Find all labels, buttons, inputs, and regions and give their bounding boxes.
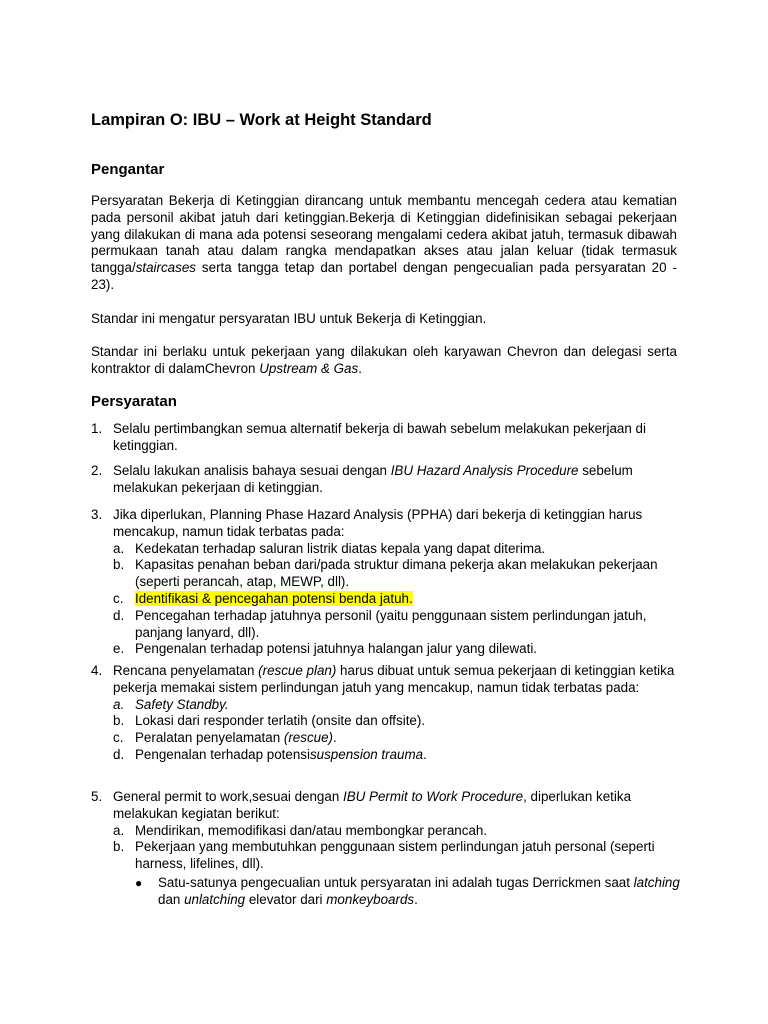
- document-title: Lampiran O: IBU – Work at Height Standard: [91, 111, 432, 129]
- bullet-item: [135, 875, 691, 909]
- highlighted-text: Identifikasi & pencegahan potensi benda jatuh.: [135, 590, 413, 606]
- sub-item-d: d. Pengenalan terhadap potensisuspension trauma.: [113, 746, 427, 762]
- sub-item-d: d. Pencegahan terhadap jatuhnya personil (yaitu penggunaan sistem perlindungan jatuh, panjang lanyard, dll).: [113, 607, 647, 640]
- sub-item-a: a. Safety Standby.: [113, 696, 229, 712]
- sub-item-c: c. Identifikasi & pencegahan potensi benda jatuh.: [113, 590, 413, 606]
- item-text: Jika diperlukan, Planning Phase Hazard Analysis (PPHA) dari bekerja di ketinggian harus mencakup, namun tidak terbatas pada:: [113, 507, 643, 539]
- item-number: 3.: [91, 507, 103, 522]
- requirement-item-5: [91, 789, 691, 909]
- item-number: 1.: [91, 421, 103, 436]
- bullet-text: Satu-satunya pengecualian untuk persyaratan ini adalah tugas Derrickmen saat latching dan unlatching elevator dari monkeyboards.: [158, 874, 680, 907]
- sub-item-b: b. Lokasi dari responder terlatih (onsite dan offsite).: [113, 713, 426, 729]
- section-heading-persyaratan: Persyaratan: [91, 393, 177, 410]
- requirement-item-3: [91, 507, 691, 658]
- item-text: Rencana penyelamatan (rescue plan) harus dibuat untuk semua pekerjaan di ketinggian ketika pekerja memakai sistem perlindungan jatuh yang mencakup, namun tidak terbatas pada:: [113, 663, 675, 695]
- sub-item-c: c. Peralatan penyelamatan (rescue).: [113, 730, 337, 746]
- sub-item-b: b. Pekerjaan yang membutuhkan penggunaan sistem perlindungan jatuh personal (seperti harness, lifelines, dll).: [113, 839, 655, 872]
- section-heading-pengantar: Pengantar: [91, 161, 165, 178]
- sub-item-a: a. Mendirikan, memodifikasi dan/atau membongkar perancah.: [113, 822, 488, 838]
- item-text: Selalu lakukan analisis bahaya sesuai dengan IBU Hazard Analysis Procedure sebelum melakukan pekerjaan di ketinggian.: [113, 463, 633, 495]
- item-number: 5.: [91, 789, 103, 804]
- item-number: 4.: [91, 663, 103, 678]
- item-number: 2.: [91, 463, 103, 478]
- item-text: Selalu pertimbangkan semua alternatif bekerja di bawah sebelum melakukan pekerjaan di ketinggian.: [113, 421, 646, 453]
- bullet-dot-icon: ●: [135, 875, 143, 890]
- item-text: General permit to work,sesuai dengan IBU Permit to Work Procedure, diperlukan ketika melakukan kegiatan berikut:: [113, 789, 632, 821]
- intro-paragraph-3: Standar ini berlaku untuk pekerjaan yang dilakukan oleh karyawan Chevron dan delegasi serta kontraktor di dalamChevron Upstream & Gas.: [91, 344, 677, 376]
- requirement-item-4: [91, 663, 691, 764]
- requirement-item-1: [91, 421, 691, 455]
- requirement-item-2: [91, 463, 691, 497]
- sub-item-e: e. Pengenalan terhadap potensi jatuhnya halangan jalur yang dilewati.: [113, 641, 538, 657]
- intro-paragraph-2: Standar ini mengatur persyaratan IBU untuk Bekerja di Ketinggian.: [91, 311, 487, 326]
- sub-item-a: a. Kedekatan terhadap saluran listrik diatas kepala yang dapat diterima.: [113, 540, 546, 556]
- intro-paragraph-1: Persyaratan Bekerja di Ketinggian dirancang untuk membantu mencegah cedera atau kematian pada personil akibat jatuh dari ketinggian.Bekerja di Ketinggian didefinisikan sebagai pekerjaan yang dilakukan di mana ada potensi seseorang mengalami cedera akibat jatuh, termasuk dibawah permukaan tanah atau dalam rangka mendapatkan akses atau jalan keluar (tidak termasuk tangga/staircases serta tangga tetap dan portabel dengan pengecualian pada persyaratan 20 - 23).: [91, 193, 677, 292]
- sub-item-b: b. Kapasitas penahan beban dari/pada struktur dimana pekerja akan melakukan pekerjaan (seperti perancah, atap, MEWP, dll).: [113, 557, 658, 590]
